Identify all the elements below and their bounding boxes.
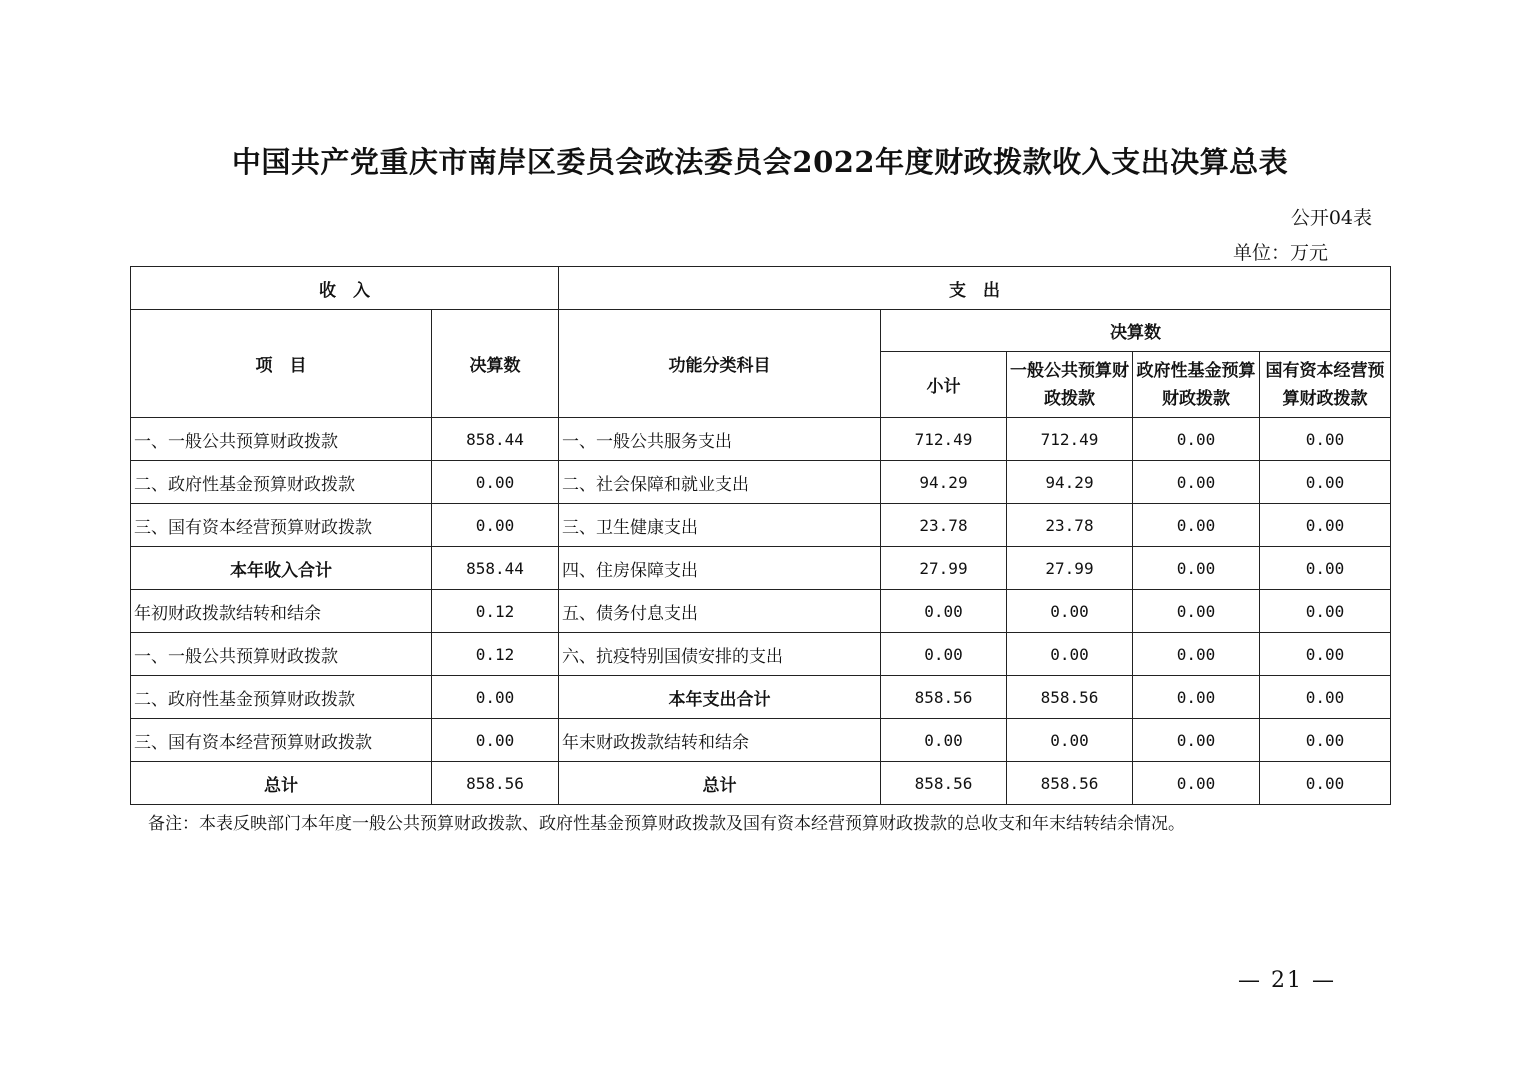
table-row — [131, 762, 1391, 805]
general-value: 712.49 — [1007, 418, 1133, 461]
income-amount: 0.00 — [432, 719, 559, 762]
table-row — [131, 418, 1391, 461]
subtotal-value: 0.00 — [881, 719, 1007, 762]
table-id: 公开04表 — [1290, 207, 1372, 229]
table-row — [131, 547, 1391, 590]
general-value: 0.00 — [1007, 590, 1133, 633]
gov-fund-value: 0.00 — [1133, 461, 1260, 504]
subtotal-value: 0.00 — [881, 590, 1007, 633]
income-amount: 0.00 — [432, 676, 559, 719]
expense-item: 四、住房保障支出 — [559, 547, 881, 590]
expense-header: 支 出 — [559, 267, 1391, 310]
general-value: 23.78 — [1007, 504, 1133, 547]
state-capital-value: 0.00 — [1260, 418, 1391, 461]
income-amount: 0.12 — [432, 633, 559, 676]
header-row-1 — [131, 267, 1391, 310]
state-capital-value: 0.00 — [1260, 547, 1391, 590]
subtotal-value: 27.99 — [881, 547, 1007, 590]
gov-fund-value: 0.00 — [1133, 762, 1260, 805]
general-value: 94.29 — [1007, 461, 1133, 504]
state-capital-value: 0.00 — [1260, 590, 1391, 633]
general-value: 858.56 — [1007, 676, 1133, 719]
gov-fund-value: 0.00 — [1133, 719, 1260, 762]
income-grand-total-label: 总计 — [131, 762, 432, 805]
state-capital-value: 0.00 — [1260, 461, 1391, 504]
page-number: — 21 — — [1238, 968, 1336, 993]
income-item: 三、国有资本经营预算财政拨款 — [131, 504, 432, 547]
income-item: 一、一般公共预算财政拨款 — [131, 633, 432, 676]
state-capital-header: 国有资本经营预算财政拨款 — [1260, 352, 1391, 418]
final-amount-header: 决算数 — [881, 310, 1391, 352]
gov-fund-value: 0.00 — [1133, 590, 1260, 633]
table-row — [131, 633, 1391, 676]
general-value: 0.00 — [1007, 633, 1133, 676]
subtotal-value: 712.49 — [881, 418, 1007, 461]
subtotal-value: 23.78 — [881, 504, 1007, 547]
subtotal-value: 0.00 — [881, 633, 1007, 676]
table-row — [131, 504, 1391, 547]
unit-label: 单位：万元 — [1232, 242, 1328, 264]
table-row — [131, 676, 1391, 719]
income-total-label: 本年收入合计 — [131, 547, 432, 590]
income-header: 收 入 — [131, 267, 559, 310]
income-amount: 858.56 — [432, 762, 559, 805]
footnote: 备注：本表反映部门本年度一般公共预算财政拨款、政府性基金预算财政拨款及国有资本经营预算财政拨款的总收支和年末结转结余情况。 — [148, 814, 1185, 834]
state-capital-value: 0.00 — [1260, 719, 1391, 762]
state-capital-value: 0.00 — [1260, 676, 1391, 719]
subtotal-header: 小计 — [881, 352, 1007, 418]
table-row — [131, 719, 1391, 762]
income-item: 三、国有资本经营预算财政拨款 — [131, 719, 432, 762]
gov-fund-header: 政府性基金预算财政拨款 — [1133, 352, 1260, 418]
income-amount: 0.00 — [432, 461, 559, 504]
gov-fund-value: 0.00 — [1133, 633, 1260, 676]
gov-fund-value: 0.00 — [1133, 547, 1260, 590]
income-item: 二、政府性基金预算财政拨款 — [131, 676, 432, 719]
income-item: 一、一般公共预算财政拨款 — [131, 418, 432, 461]
income-item: 二、政府性基金预算财政拨款 — [131, 461, 432, 504]
subtotal-value: 858.56 — [881, 762, 1007, 805]
amount-header: 决算数 — [432, 310, 559, 418]
income-amount: 0.12 — [432, 590, 559, 633]
expense-item: 五、债务付息支出 — [559, 590, 881, 633]
table-row — [131, 461, 1391, 504]
gov-fund-value: 0.00 — [1133, 504, 1260, 547]
subtotal-value: 94.29 — [881, 461, 1007, 504]
expense-item: 一、一般公共服务支出 — [559, 418, 881, 461]
budget-table — [130, 266, 1391, 805]
income-item: 年初财政拨款结转和结余 — [131, 590, 432, 633]
table-row — [131, 590, 1391, 633]
item-header: 项 目 — [131, 310, 432, 418]
func-category-header: 功能分类科目 — [559, 310, 881, 418]
header-row-2 — [131, 310, 1391, 352]
expense-grand-total-label: 总计 — [559, 762, 881, 805]
income-amount: 858.44 — [432, 547, 559, 590]
income-amount: 858.44 — [432, 418, 559, 461]
expense-total-label: 本年支出合计 — [559, 676, 881, 719]
general-value: 0.00 — [1007, 719, 1133, 762]
state-capital-value: 0.00 — [1260, 633, 1391, 676]
general-budget-header: 一般公共预算财政拨款 — [1007, 352, 1133, 418]
gov-fund-value: 0.00 — [1133, 676, 1260, 719]
state-capital-value: 0.00 — [1260, 762, 1391, 805]
subtotal-value: 858.56 — [881, 676, 1007, 719]
state-capital-value: 0.00 — [1260, 504, 1391, 547]
gov-fund-value: 0.00 — [1133, 418, 1260, 461]
general-value: 858.56 — [1007, 762, 1133, 805]
expense-item: 年末财政拨款结转和结余 — [559, 719, 881, 762]
page-title: 中国共产党重庆市南岸区委员会政法委员会2022年度财政拨款收入支出决算总表 — [231, 145, 1289, 179]
expense-item: 六、抗疫特别国债安排的支出 — [559, 633, 881, 676]
expense-item: 三、卫生健康支出 — [559, 504, 881, 547]
income-amount: 0.00 — [432, 504, 559, 547]
general-value: 27.99 — [1007, 547, 1133, 590]
expense-item: 二、社会保障和就业支出 — [559, 461, 881, 504]
